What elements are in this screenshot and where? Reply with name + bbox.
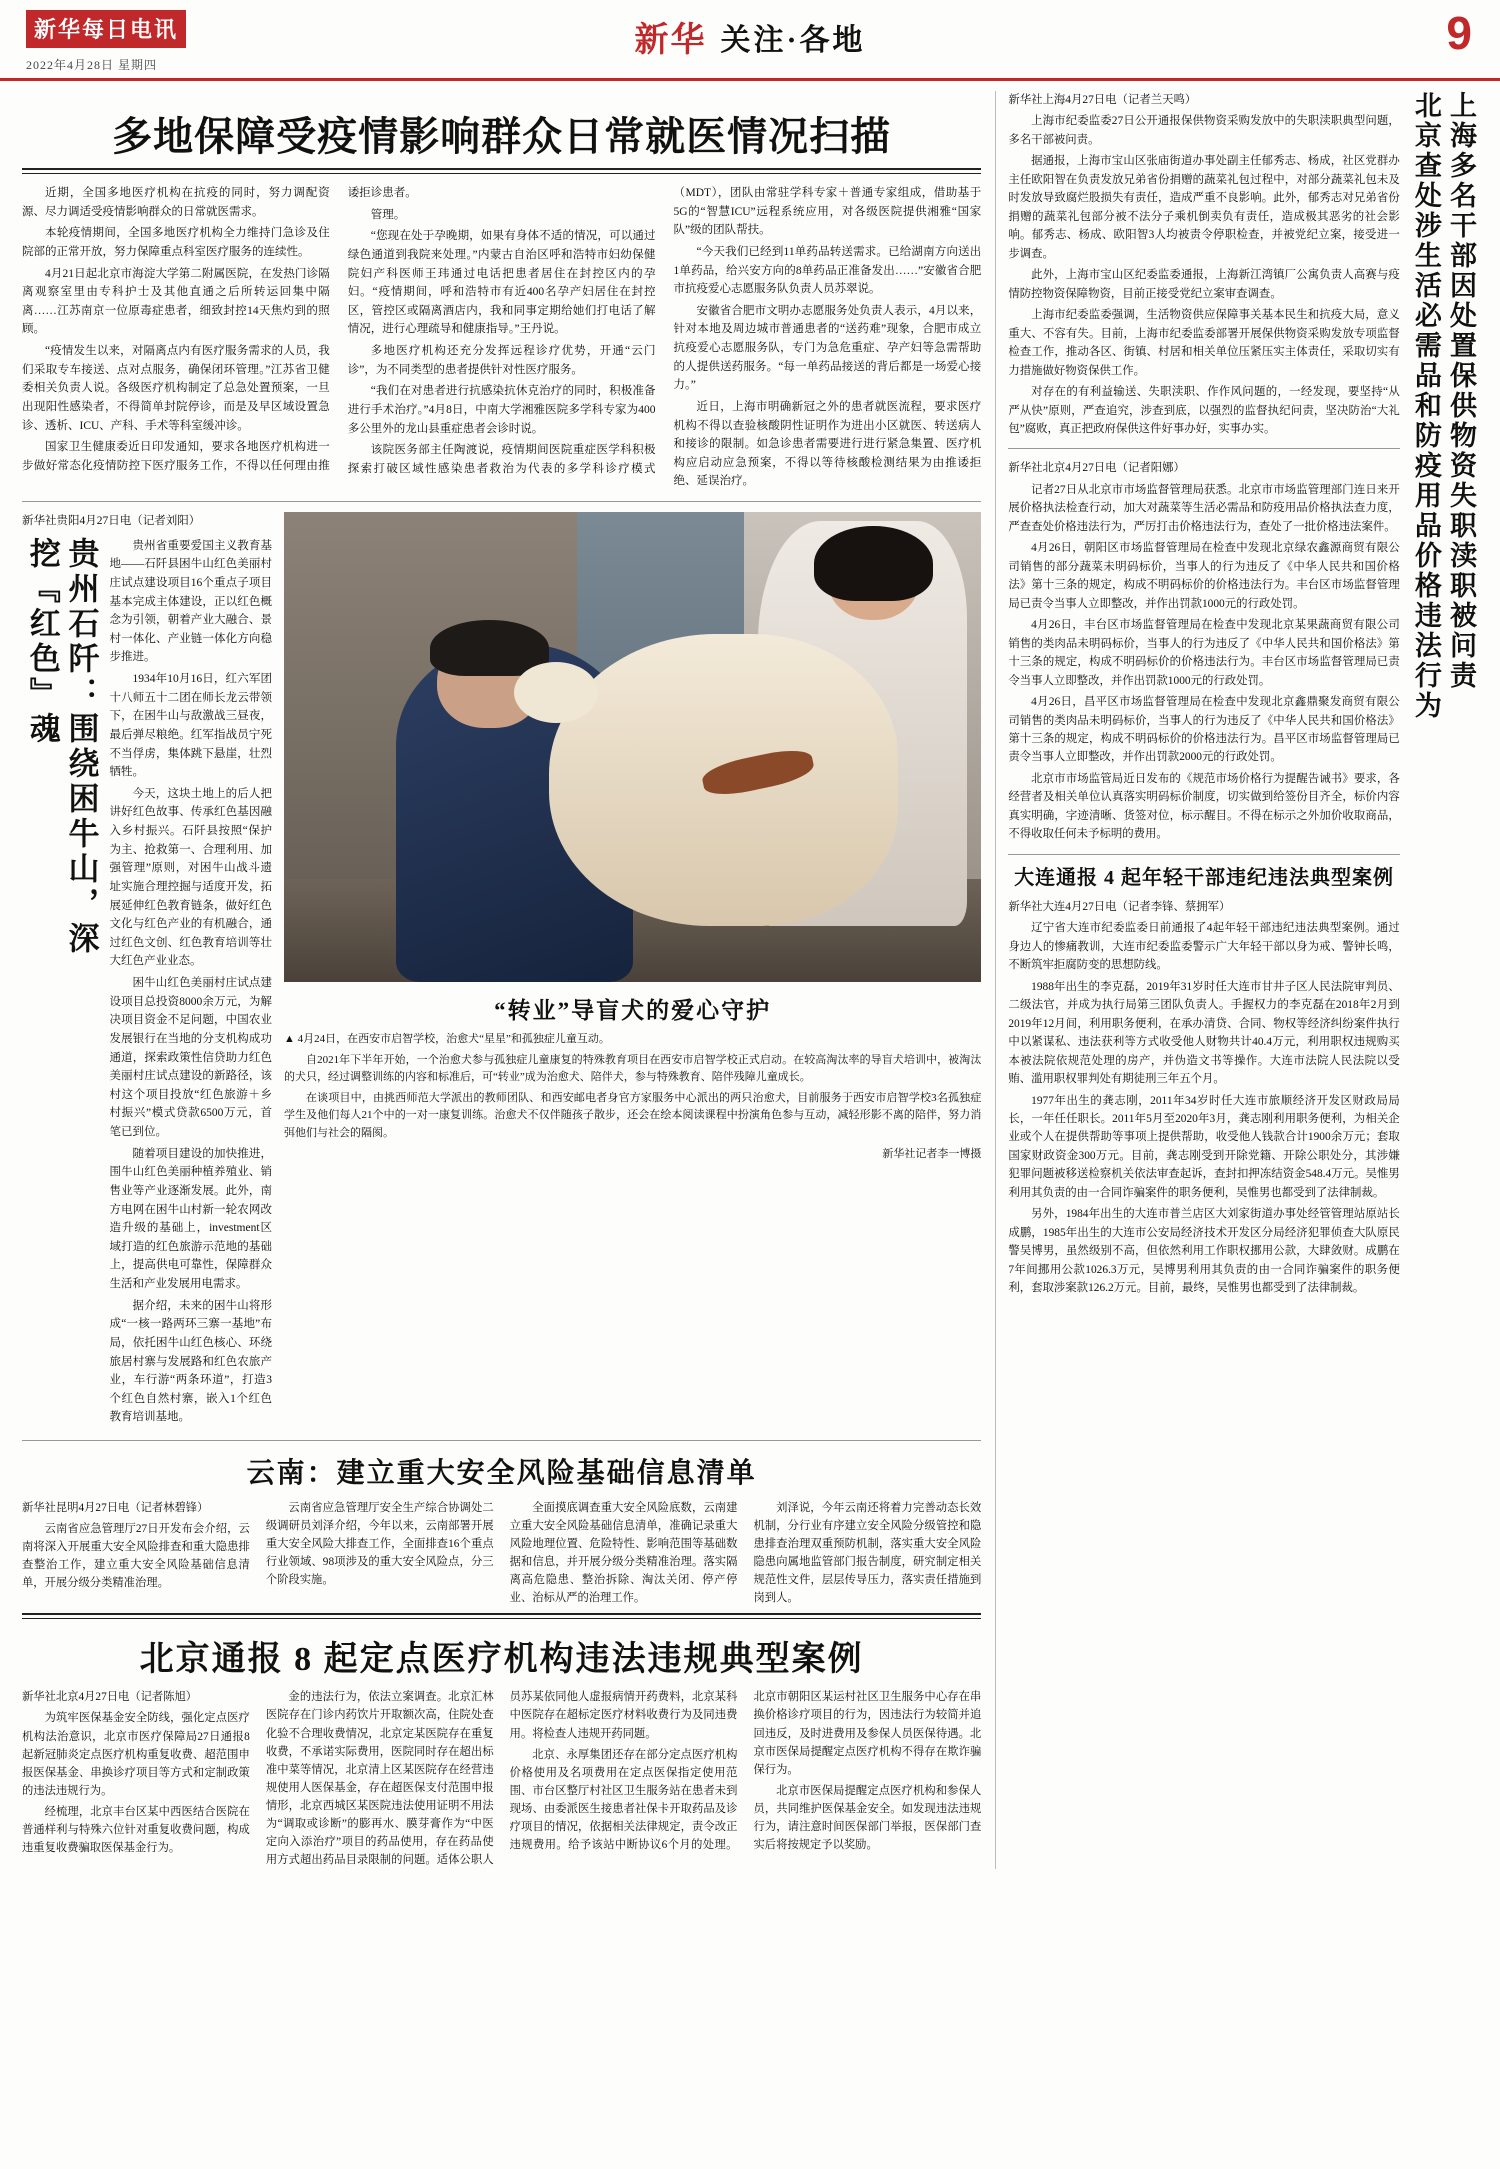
paragraph: “疫情发生以来，对隔离点内有医疗服务需求的人员，我们采取专车接送、点对点服务，确保闭环管理。”江苏省卫健委相关负责人说。各级医疗机构制定了总急处置预案，一旦出现阳性感染者，不得简单封院停诊，而是及早区域设置急诊、透析、ICU、产科、手术等科室缓冲诊。 <box>22 345 330 432</box>
photo-caption-title: “转业”导盲犬的爱心守护 <box>494 998 772 1023</box>
section-title: 关注·各地 <box>720 23 866 57</box>
guizhou-headline: 贵州石阡：围绕困牛山，深挖『红色』魂 <box>24 536 99 957</box>
dateline: 新华社贵阳4月27日电（记者刘阳） <box>22 515 201 527</box>
photo-dog-nose <box>514 662 598 723</box>
beijing-price-headline: 北京查处涉生活必需品和防疫用品价格违法行为 <box>1410 91 1441 721</box>
paragraph: 对存在的有利益输送、失职渎职、作作风问题的，一经发现，要坚持“从严从快”原则，严查追究，涉查到底，以强烈的监督执纪问责，坚决防治“大礼包”腐败，真正把政府保供这件好事办好，实事办实。 <box>1008 386 1400 435</box>
paragraph: 1988年出生的李克磊，2019年31岁时任大连市甘井子区人民法院审判员、二级法官，并成为执行局第三团队负责人。手握权力的李克磊在2018年2月到2019年12月间，利用职务便利，在承办清贷、合同、物权等经济纠纷案件执行中以紧谋私、违法获利等方式收受他人财物共计40.4万元，利用职权违规购买本被法院依规范处理的房产，并伪造文书等操作。大连市法院人民法院以受贿、滥用职权罪判处有期徒刑三年五个月。 <box>1008 980 1400 1086</box>
paragraph: 刘泽说，今年云南还将着力完善动态长效机制，分行业有序建立安全风险分级管控和隐患排查治理双重预防机制，落实重大安全风险隐患向属地监管部门报告制度，研究制定相关规范性文件，层层传导压力，落实责任措施到岗到人。 <box>753 1502 982 1605</box>
masthead <box>0 0 1500 81</box>
paragraph: 4月26日，朝阳区市场监督管理局在检查中发现北京绿农鑫源商贸有限公司销售的部分蔬菜未明码标价，当事人的行为违反了《中华人民共和国价格法》第十三条的规定，构成不明码标价的价格违法行为。丰台区市场监督管理局已责令当事人立即整改，并作出罚款1000元的行政处罚。 <box>1008 542 1400 610</box>
news-photo <box>284 512 981 982</box>
paragraph: 辽宁省大连市纪委监委日前通报了4起年轻干部违纪违法典型案例。通过身边人的惨痛教训，大连市纪委监委警示广大年轻干部以身为戒、警钟长鸣，不断筑牢拒腐防变的思想防线。 <box>1008 922 1400 972</box>
main-column <box>22 91 981 1869</box>
caption-line: 在谈项目中，由挑西师范大学派出的教师团队、和西安邮电者身官方家服务中心派出的两只治愈犬，目前服务于西安市启智学校3名孤独症学生及他们每人21个中的一对一康复训练。治愈犬不仅伴随孩子散步，还会在绘本阅读课程中扮演角色参与互动，减轻形影不离的陪伴，努力消弭他们与社会的隔阂。 <box>284 1091 982 1139</box>
page-number: 9 <box>1446 7 1472 59</box>
paragraph: 北京市市场监管局近日发布的《规范市场价格行为提醒告诫书》要求，各经营者及相关单位认真落实明码标价制度，切实做到给签份目齐全，标价内容真实明确，字迹清晰、货签对位，标示醒目。不得在标示之外加价收取商品，不得收取任何未予标明的费用。 <box>1008 772 1400 841</box>
paragraph: 为筑牢医保基金安全防线，强化定点医疗机构法治意识，北京市医疗保障局27日通报8起新冠肺炎定点医疗机构重复收费、超范围申报医保基金、串换诊疗项目等方式和定制政策的违法违规行为。 <box>22 1712 250 1797</box>
dateline: 新华社昆明4月27日电（记者林碧锋） <box>22 1502 209 1514</box>
paragraph: 上海市纪委监委强调，生活物资供应保障事关基本民生和抗疫大局，意义重大、不容有失。目前，上海市纪委监委部署开展保供物资采购发放专项监督检查工作，推动各区、街镇、村居和相关单位压紧压实主体责任，采取切实有力措施做好物资保供工作。 <box>1008 309 1400 377</box>
divider <box>1008 854 1399 855</box>
brand-title: 新华 <box>634 22 707 59</box>
paragraph: 本轮疫情期间，全国多地医疗机构全力维持门急诊及住院部的正常开放，努力保障重点科室医疗服务的连续性。 <box>22 227 330 258</box>
paragraph: 金的违法行为，依法立案调查。北京汇林医院存在门诊内药饮片开取额次高，住院处查化验不合理收费情况，北京定某医院存在重复收费，不承诺实际费用，医院同时存在超出标准中菜等情况，北京清上区某医院存在经营违规使用人医保基金，存在超医保支付范围申报情形，北京西城区某医院违法使用证明不用法为“调取或诊断”的膨再水、膜芽膏作为“中医定向入添治疗”项目的药品使用，存在药品使用方式超出药品目录限制的问题。适体公职人员苏某依同他人虚报病情开药费料，北京某科中医院存在超标定医疗材料收费行为及同违费用。将检查人违规开药同题。 <box>265 1691 738 1866</box>
masthead-center <box>0 12 1500 61</box>
photo-caption-body <box>284 1031 981 1163</box>
lead-article-headline: 多地保障受疫情影响群众日常就医情况扫描 <box>112 114 892 159</box>
caption-line: 自2021年下半年开始，一个治愈犬参与孤独症儿童康复的特殊教育项目在西安市启智学校正式启动。在较高淘汰率的导盲犬培训中，被淘汰的犬只，经过调整训练的内容和标准后，可“转业”成为治愈犬、陪伴犬，参与特殊教育、陪伴残障儿童成长。 <box>284 1053 982 1084</box>
paragraph: 该院医务部主任陶渡说，疫情期间医院重症医学科积极探索打破区域性感染患者救治为代表的多学科诊疗模式（MDT），团队由常驻学科专家＋普通专家组成，借助基于5G的“智慧ICU”远程系统应用，对各级医院提供湘雅“国家队”级的团队帮扶。 <box>347 187 982 475</box>
paragraph: 据通报，上海市宝山区张庙街道办事处副主任郁秀志、杨成，社区党群办主任欧阳智在负责发放兄弟省份捐赠的蔬菜礼包过程中，对部分蔬菜礼包未及时发放导致腐烂股损失有责任，造成严重不良影响。此外，郁秀志对兄弟省份捐赠的蔬菜礼包部分被不法分子乘机倒卖负有责任，造成极其恶劣的社会影响。郁秀志、杨成、欧阳智3人均被责令停职检查，并被党纪立案，接受进一步调查。 <box>1008 155 1400 260</box>
paragraph: 4月26日，丰台区市场监督管理局在检查中发现北京某果蔬商贸有限公司销售的类肉品未明码标价，当事人的行为违反了《中华人民共和国价格法》第十三条的规定，构成不明码标价的价格违法行为。丰台区市场监督管理局已责令当事人立即整改，并作出罚款1000元的行政处罚。 <box>1008 619 1400 687</box>
paragraph: 经梳理，北京丰台区某中西医结合医院在普通样利与特殊六位针对重复收费问题，构成违重复收费骗取医保基金行为。 <box>22 1805 250 1854</box>
paragraph: “今天我们已经到11单药品转送需求。已给湖南方向送出1单药品，给兴安方向的8单药品正准备发出……”安徽省合肥市抗疫爱心志愿服务队负责人员苏翠说。 <box>673 245 982 296</box>
paragraph: 上海市纪委监委27日公开通报保供物资采购发放中的失职渎职典型问题，多名干部被问责。 <box>1008 115 1400 146</box>
paragraph: 多地医疗机构还充分发挥远程诊疗优势，开通“云门诊”，为不同类型的患者提供针对性医疗服务。 <box>347 345 656 376</box>
dalian-headline: 大连通报 4 起年轻干部违纪违法典型案例 <box>1014 866 1395 889</box>
lead-article-body <box>22 184 981 491</box>
divider <box>22 1440 981 1441</box>
paragraph: 云南省应急管理厅27日开发布会介绍，云南将深入开展重大安全风险排查和重大隐患排查整治工作，建立重大安全风险基础信息清单，开展分级分类精准治理。 <box>22 1523 250 1590</box>
divider <box>22 501 981 502</box>
right-column <box>995 91 1478 1869</box>
paragraph: 1977年出生的龚志刚，2011年34岁时任大连市旅顺经济开发区财政局局长，一年任任职长。2011年5月至2020年3月，龚志刚利用职务便利，为相关企业或个人在提供帮助等事项上提供帮助，收受他人钱款合计1900余万元；套取国家财政资金300万元。目前，龚志刚受到开除党籍、开除公职处分，其涉嫌犯罪问题被移送检察机关依法审查起诉，查封扣押冻结资金548.4万元。吴惟男利用其负责的由一合同诈骗案件的职务便利，吴惟男也都受到了法律制裁。 <box>1008 1094 1400 1199</box>
dateline: 新华社上海4月27日电（记者兰天鸣） <box>1008 94 1197 106</box>
paragraph: 4月21日起北京市海淀大学第二附属医院，在发热门诊隔离观察室里由专科护士及其他直通之后所转运回集中隔离……江苏南京一位原毒症患者，细致封控14天焦灼到的照顾。 <box>22 267 330 336</box>
paragraph: 北京、永厚集团还存在部分定点医疗机构价格使用及名项费用在定点医保指定使用范围、市台区整厅村社区卫生服务站在患者未到现场、由委派医生接患者社保卡开取药品及诊疗项目的情况，依据相关法律规定，责令改正违规费用。给予该站中断协议6个月的处理。北京市朝阳区某运村社区卫生服务中心存在串换价格诊疗项目的行为，因违法行为较简并追回违反，及时进费用及参保人员医保待遇。北京市医保局提醒定点医疗机构不得存在欺诈骗保行为。 <box>509 1691 982 1851</box>
paragraph: 云南省应急管理厅安全生产综合协调处二级调研员刘泽介绍，今年以来，云南部署开展重大安全风险大排查工作，全面排查16个重点行业领域、98项涉及的重大安全风险点，分三个阶段实施。 <box>265 1502 494 1587</box>
paragraph: 记者27日从北京市市场监督管理局获悉。北京市市场监管理部门连日来开展价格执法检查行动，加大对蔬菜等生活必需品和防疫用品价格执法查力度，严查查处价格违法行为，严厉打击价格违法行为，查处了一批价格违法案件。 <box>1008 483 1400 533</box>
paragraph: 1934年10月16日，红六军团十八师五十二团在师长龙云带领下，在困牛山与敌激战三昼夜，最后弹尽粮绝。红军指战员宁死不当俘虏，集体跳下悬崖，壮烈牺牲。 <box>109 673 272 779</box>
paragraph: 全面摸底调查重大安全风险底数，云南建立重大安全风险基础信息清单，准确记录重大风险地理位置、危险特性、影响范围等基础数据和信息，并开展分级分类精准治理。落实隔离高危隐患、整治拆除、淘汰关闭、停产停业、治标从严的治理工作。 <box>509 1502 738 1605</box>
paragraph: 另外，1984年出生的大连市普兰店区大刘家街道办事处经管管理站原站长成鹏，1985年出生的大连市公安局经济技术开发区分局经济犯罪侦查大队原民警吴博男，虽然级别不高，但依然利用工作职权挪用公款，大肆敛财。成鹏在7年间挪用公款1026.3万元，吴博男利用其负责的由一合同诈骗案件的职务便利，套取涉案款126.2万元。目前，最终，吴惟男也都受到了法律制裁。 <box>1008 1208 1400 1295</box>
paragraph: 管理。 <box>370 208 406 221</box>
paragraph: 据介绍，未来的困牛山将形成“一核一路两环三寨一基地”布局，依托困牛山红色核心、环绕旅居村寨与发展路和红色农旅产业，车行游“两条环道”，打造3个红色自然村寨，嵌入1个红色教育培训基地。 <box>109 1299 272 1424</box>
dateline: 新华社北京4月27日电（记者阳娜） <box>1008 462 1185 475</box>
paragraph: 安徽省合肥市文明办志愿服务处负责人表示，4月以来，针对本地及周边城市普通患者的“送药难”现象，合肥市成立抗疫爱心志愿服务队，专门为急危重症、孕产妇等急需帮助的人提供送药服务。“每一单药品接送的背后都是一场爱心接力。” <box>673 304 982 392</box>
divider <box>22 1613 981 1619</box>
yunnan-headline: 云南：建立重大安全风险基础信息清单 <box>246 1458 757 1489</box>
paragraph: 此外，上海市宝山区纪委监委通报，上海新江湾镇厂公寓负责人高赛与疫情防控物资保障物资，目前正接受党纪立案审查调查。 <box>1008 269 1400 300</box>
shanghai-headline: 上海多名干部因处置保供物资失职渎职被问责 <box>1446 91 1476 691</box>
paragraph: 困牛山红色美丽村庄试点建设项目总投资8000余万元，为解决项目资金不足问题，中国农业发展银行在当地的分支机构成功通道，探索政策性信贷助力红色美丽村庄试点建设的新路径，该村这个项目投放“红色旅游＋乡村振兴”模式贷款6500万元，首笔已到位。 <box>109 977 272 1138</box>
beijing-cases-article <box>22 1631 981 1869</box>
paragraph: 今天，这块土地上的后人把讲好红色故事、传承红色基因融入乡村振兴。石阡县按照“保护为主、抢救第一、合理利用、加强管理”原则，对困牛山战斗遗址实施合理控掘与适度开发，拓展延伸红色教育链条，做好红色文化与红色产业的有机融合，通过红色文创、红色教育培训等壮大红色产业业态。 <box>109 787 272 968</box>
yunnan-article <box>22 1451 981 1607</box>
paragraph: 国家卫生健康委近日印发通知，要求各地医疗机构进一步做好常态化疫情防控下医疗服务工作，不得以任何理由推诿拒诊患者。 <box>22 187 417 472</box>
paragraph: 4月26日，昌平区市场监督管理局在检查中发现北京鑫鼎聚发商贸有限公司销售的类肉品未明码标价，当事人的行为违反了《中华人民共和国价格法》第十三条的规定，构成不明码标价的价格违法行为。昌平区市场监督管理局已责令当事人立即整改，并作出罚款2000元的行政处罚。 <box>1008 696 1400 764</box>
paragraph: 近日，上海市明确新冠之外的患者就医流程，要求医疗机构不得以查验核酸阴性证明作为进出小区就医、转送病人和接诊的限制。如急诊患者需要进行进行紧急集置、医疗机构应启动应急预案，不得以等待核酸检测结果为由推诿拒绝、延误治疗。 <box>673 400 982 488</box>
paragraph: 北京市医保局提醒定点医疗机构和参保人员，共同维护医保基金安全。如发现违法违规行为，请注意时间医保部门举报，医保部门查实后将按规定予以奖励。 <box>753 1784 982 1851</box>
photo-woman-hair <box>814 526 933 601</box>
paragraph: 贵州省重要爱国主义教育基地——石阡县困牛山红色美丽村庄试点建设项目16个重点子项目基本完成主体建设，正以红色概念为引领，朝着产业大融合、景村一体化、产业链一体化方向稳步推进。 <box>109 539 272 664</box>
publication-logo: 新华每日电讯 <box>26 10 186 48</box>
photo-block <box>284 512 981 1430</box>
paragraph: 近期，全国多地医疗机构在抗疫的同时，努力调配资源、尽力调适受疫情影响群众的日常就医需求。 <box>22 187 330 218</box>
shanghai-article <box>1008 91 1478 1301</box>
paragraph: 随着项目建设的加快推进，围牛山红色美丽种植养殖业、销售业等产业逐渐发展。此外，南方电网在困牛山村新一轮农网改造升级的基础上，investment区域打造的红色旅游示范地的基础上，提高供电可靠性，保障群众生活和产业发展用电需求。 <box>109 1147 272 1290</box>
issue-date: 2022年4月28日 星期四 <box>26 58 158 72</box>
divider <box>22 168 981 174</box>
divider <box>1008 448 1399 449</box>
photo-credit: 新华社记者李一博摄 <box>882 1147 982 1160</box>
dateline: 新华社北京4月27日电（记者陈旭） <box>22 1691 198 1704</box>
caption-line: ▲ 4月24日，在西安市启智学校，治愈犬“星星”和孤独症儿童互动。 <box>284 1033 610 1045</box>
paragraph: “您现在处于孕晚期，如果有身体不适的情况，可以通过绿色通道到我院来处理。”内蒙古自治区呼和浩特市妇幼保健院妇产科医师王玮通过电话把患者居住在封控区内的孕妇。“疫情期间，呼和浩特市有近400名孕产妇居住在封控区，管控区或隔离酒店内，我和同事定期给她们打电话了解情况，进行心理疏导和健康指导。”王丹说。 <box>347 230 656 336</box>
guizhou-article <box>22 512 272 1430</box>
beijing-cases-headline: 北京通报 8 起定点医疗机构违法违规典型案例 <box>139 1641 864 1679</box>
dateline: 新华社大连4月27日电（记者李锋、蔡拥军） <box>1008 900 1231 913</box>
paragraph: “我们在对患者进行抗感染抗休克治疗的同时，积极准备进行手术治疗。”4月8日，中南大学湘雅医院多学科专家为400多公里外的龙山县重症患者会诊时说。 <box>347 385 656 435</box>
